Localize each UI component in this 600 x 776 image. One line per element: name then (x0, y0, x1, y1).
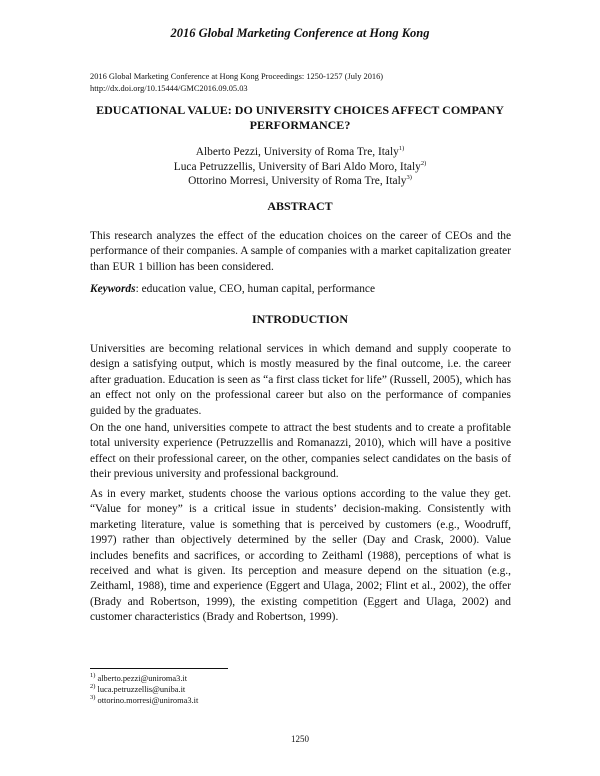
footnote-email: ottorino.morresi@uniroma3.it (95, 696, 199, 705)
author-footnote-mark: 2) (420, 159, 427, 167)
author-list (90, 145, 510, 189)
keywords-label: Keywords (90, 283, 136, 295)
author-line (90, 174, 510, 189)
author-footnote-mark: 1) (398, 145, 405, 153)
paper-title-line-2: PERFORMANCE? (249, 118, 351, 132)
author-footnote-mark: 3) (406, 174, 412, 182)
author-line (90, 145, 510, 160)
abstract-text: This research analyzes the effect of the education choices on the career of CEOs and the performance of their companies. A sample of companies with a market capitalization greater than EUR 1 billion has been considered. (90, 230, 511, 273)
citation-doi: http://dx.doi.org/10.15444/GMC2016.09.05.03 (90, 83, 248, 93)
keywords-line (90, 282, 511, 297)
footnote-email: alberto.pezzi@uniroma3.it (95, 674, 188, 683)
citation-proceedings: 2016 Global Marketing Conference at Hong Kong Proceedings: 1250-1257 (July 2016) (90, 72, 384, 81)
paper-title-line-1: EDUCATIONAL VALUE: DO UNIVERSITY CHOICES AFFECT COMPANY (96, 103, 504, 117)
paper-title (90, 103, 510, 133)
keywords-text: : education value, CEO, human capital, performance (135, 283, 376, 295)
author-name: Alberto Pezzi, University of Roma Tre, Italy (195, 146, 399, 158)
intro-paragraph-2: On the one hand, universities compete to attract the best students and to create a profitable total university experience (Petruzzellis and Romanazzi, 2010), which will have a positive effect on their professional career, on the other, companies select candidates on the basis of their previous university and professional background. (90, 422, 511, 481)
abstract-heading: ABSTRACT (267, 199, 333, 213)
footnote-item (90, 673, 390, 684)
footnote-email: luca.petruzzellis@uniba.it (95, 685, 186, 694)
page-number: 1250 (291, 734, 309, 744)
citation-block (90, 71, 510, 94)
footnote-divider (90, 668, 228, 669)
author-line (90, 160, 510, 175)
footnote-mark: 2) (90, 683, 96, 691)
footnote-item (90, 695, 390, 706)
footnotes (90, 673, 390, 706)
running-head: 2016 Global Marketing Conference at Hong Kong (170, 26, 430, 40)
footnote-mark: 3) (90, 694, 96, 702)
introduction-heading: INTRODUCTION (251, 312, 348, 326)
intro-paragraph-3: As in every market, students choose the various options according to the value they get. “Value for money” is a critical issue in students’ decision-making. Consistently with marketing literature, value is something that is perceived by customers (e.g., Woodruff, 1997) rather than objectively determined by the seller (Day and Crask, 2000). Value includes benefits and sacrifices, or according to Zeithaml (1988), perceptions of what is received and what is given. Its perception and measure depend on the situation (e.g., Zeithaml, 1988), time and experience (Eggert and Ulaga, 2002; Flint et al., 2002), the offer (Brady and Robertson, 1999), the existing competition (Eggert and Ulaga, 2002) and customer characteristics (Brady and Robertson, 1999). (90, 488, 511, 624)
author-name: Luca Petruzzellis, University of Bari Aldo Moro, Italy (173, 160, 421, 173)
footnote-mark: 1) (90, 672, 96, 680)
intro-paragraph-1: Universities are becoming relational services in which demand and supply cooperate to design a satisfying output, which is mostly measured by the final outcome, i.e. the career after graduation. Education is seen as “a first class ticket for life” (Russell, 2005), which has an effect not only on the professional career but also on the performance of companies guided by the graduates. (90, 343, 511, 417)
footnote-item (90, 684, 390, 695)
author-name: Ottorino Morresi, University of Roma Tre, Italy (188, 175, 407, 188)
